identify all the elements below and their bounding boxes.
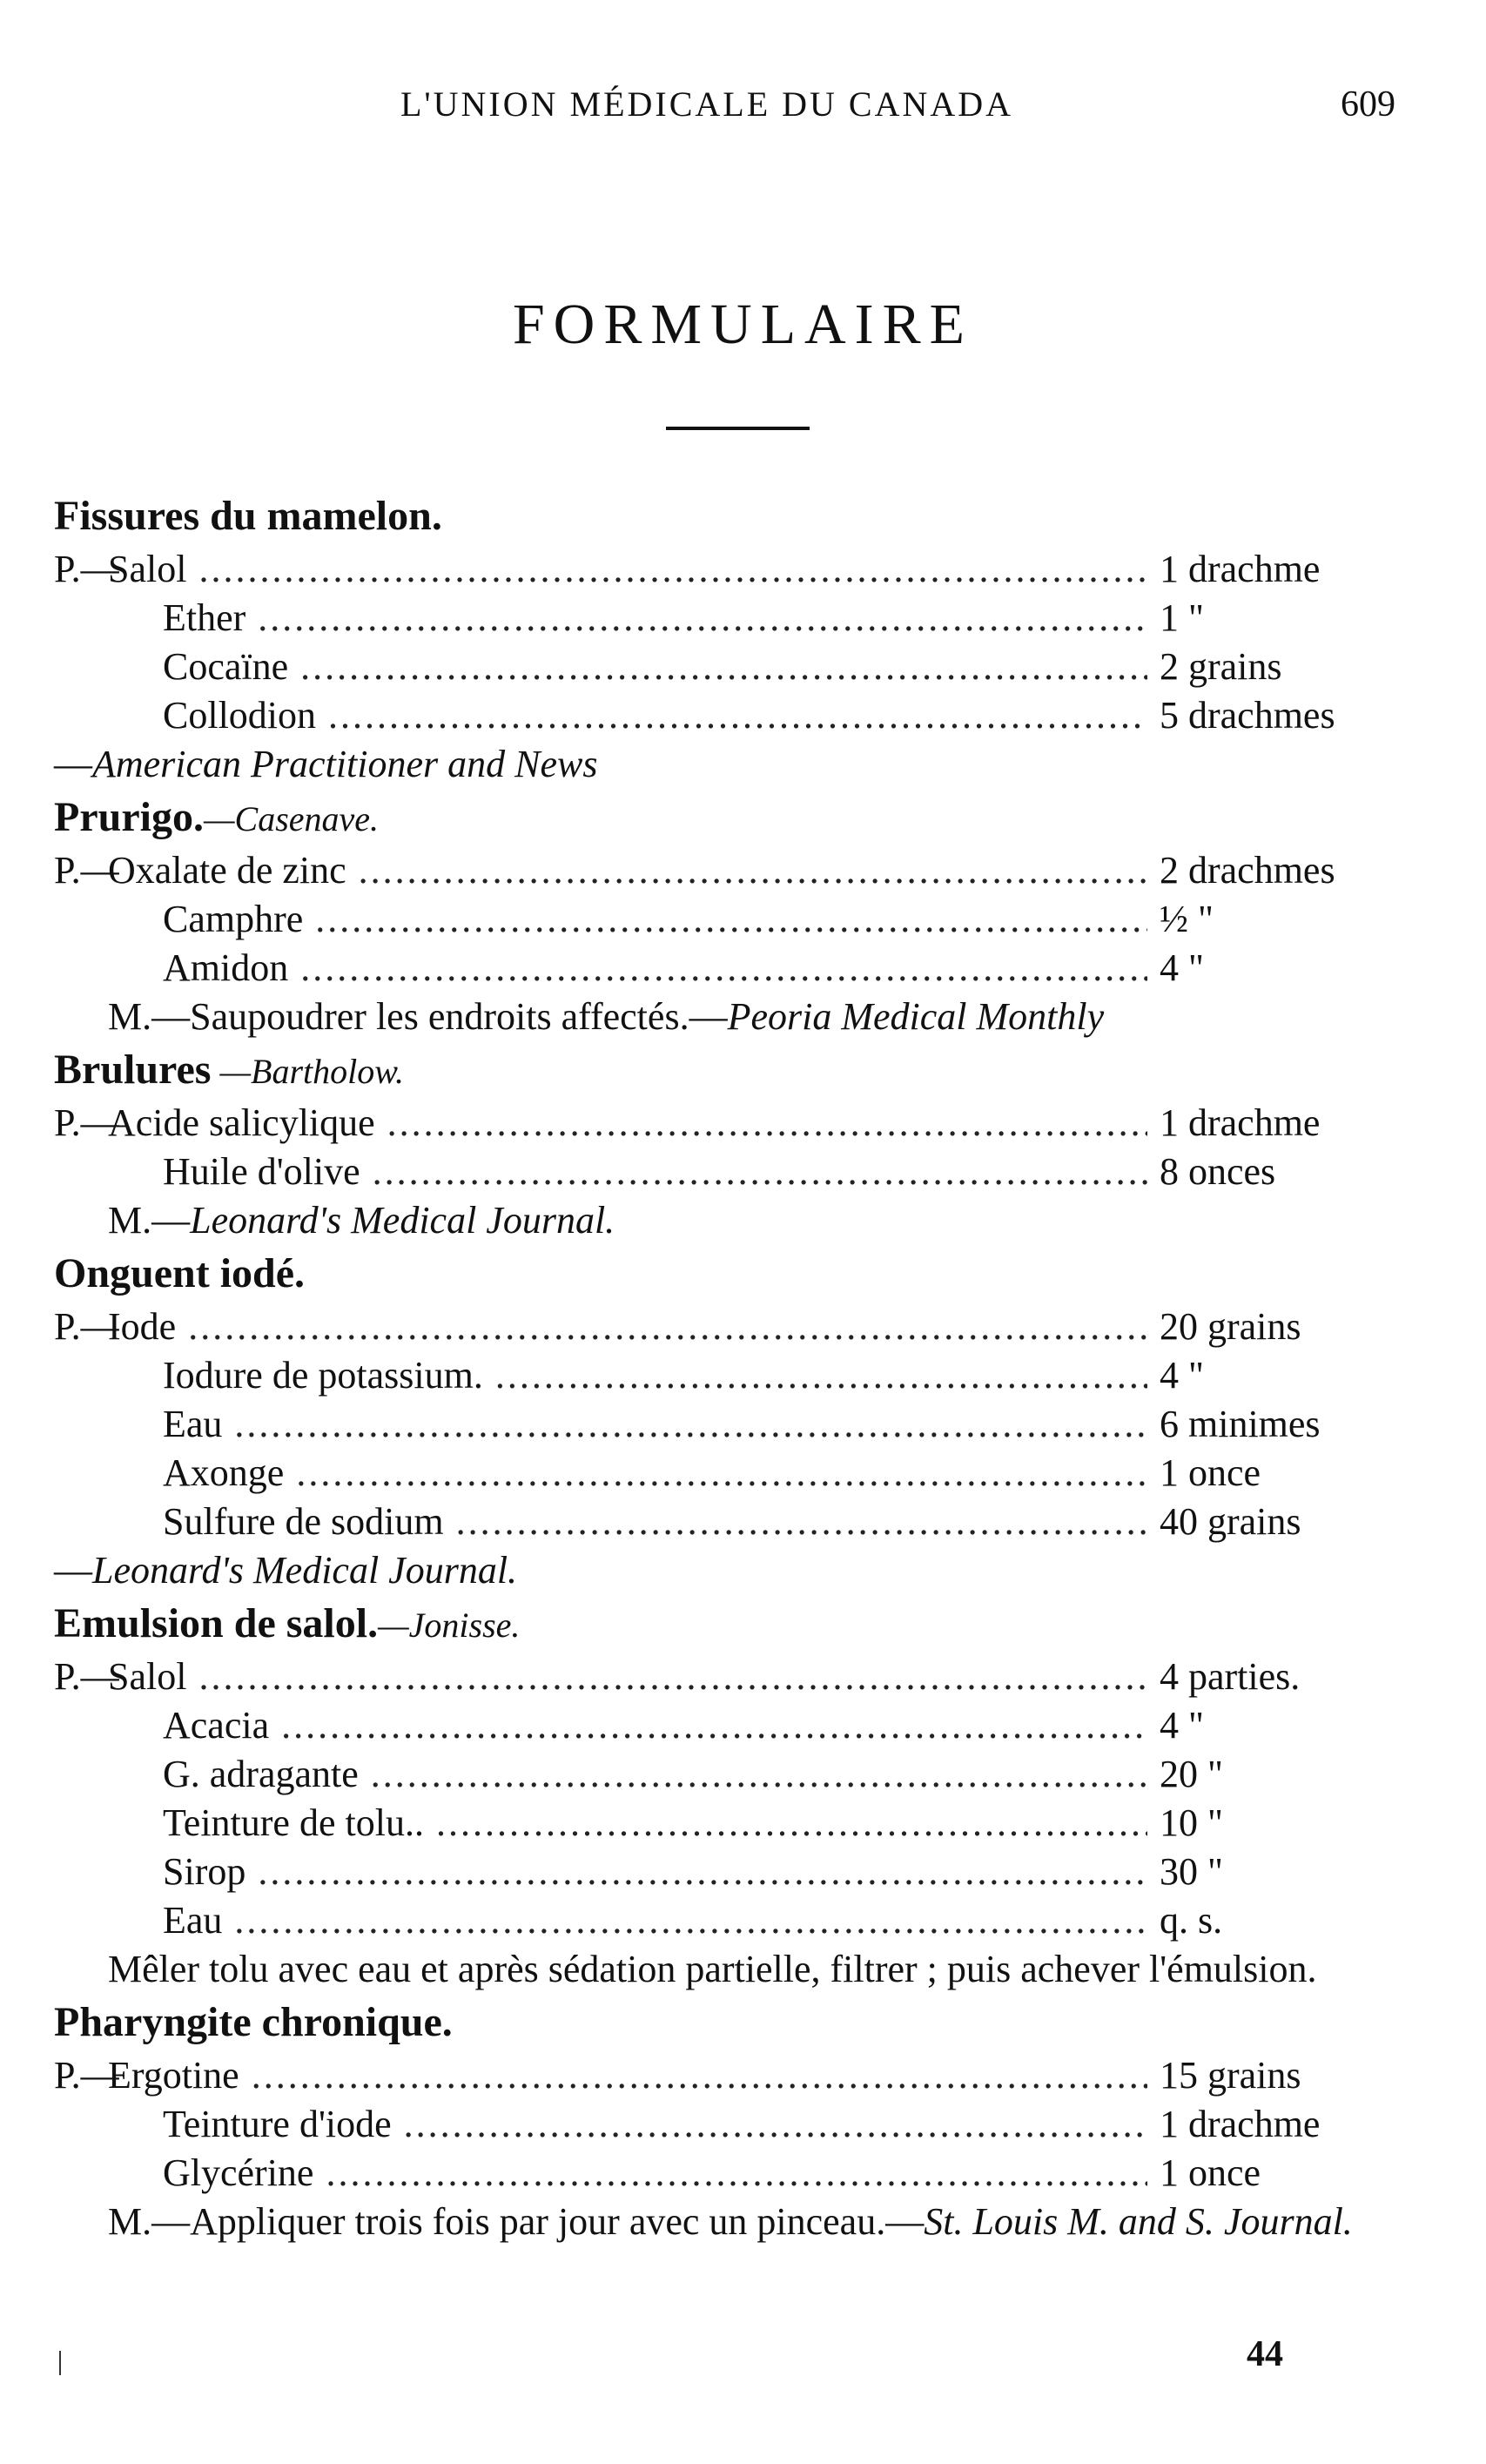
note-citation: Leonard's Medical Journal. [190,1199,615,1242]
ingredient-name: Glycérine [163,2151,314,2194]
dot-leader [296,1449,1147,1498]
dot-leader [258,1848,1147,1896]
section-heading [54,1994,1395,2051]
section-heading [54,1245,1395,1303]
ingredient-row [54,1799,1395,1848]
ingredient-row [54,1750,1395,1799]
instruction-paragraph: Mêler tolu avec eau et après sédation partielle, filtrer ; puis achever l'émulsion. [108,1948,1317,1990]
ingredient-row [54,1099,1395,1148]
formulary-body [54,488,1395,2246]
running-head [0,84,1486,127]
heading-source: —Bartholow. [211,1052,404,1091]
ingredient-name: Sulfure de sodium [163,1500,444,1543]
note-lead: M.—Saupoudrer les endroits affectés.— [108,995,728,1038]
dot-leader [456,1498,1147,1546]
signature-mark: 44 [1247,2334,1283,2374]
heading-text: Fissures du mamelon. [54,493,442,539]
ingredient-name: Teinture de tolu.. [163,1801,424,1844]
ingredient-name: Camphre [163,898,304,940]
ingredient-quantity: 20 grains [1160,1305,1301,1348]
heading-source: —Jonisse. [378,1606,521,1645]
ingredient-row [54,944,1395,993]
ingredient-row [54,2149,1395,2198]
ingredient-row [54,643,1395,691]
dot-leader [373,1148,1147,1196]
ingredient-quantity: q. s. [1160,1899,1223,1942]
ingredient-name: Iodure de potassium. [163,1354,483,1397]
ingredient-row [54,594,1395,643]
note-lead: M.— [108,1199,191,1242]
note-lead: M.—Appliquer trois fois par jour avec un pinceau.— [108,2200,925,2243]
ingredient-name: Acide salicylique [108,1101,375,1144]
ingredient-quantity: 5 drachmes [1160,694,1335,737]
section-heading [54,1595,1395,1653]
note-citation: Peoria Medical Monthly [727,995,1105,1038]
dot-leader [495,1351,1147,1400]
ingredient-quantity: 2 drachmes [1160,849,1335,892]
ingredient-quantity: 1 drachme [1160,1101,1321,1144]
ingredient-row [54,2100,1395,2149]
heading-source: —Casenave. [203,799,380,838]
dot-leader [281,1701,1147,1750]
page-title: FORMULAIRE [512,293,974,356]
ingredient-name: Eau [163,1403,223,1445]
source-note [54,740,1395,789]
ingredient-name: Ether [163,596,246,639]
ingredient-row [54,1148,1395,1196]
dot-leader [234,1400,1147,1449]
ingredient-name: Oxalate de zinc [108,849,346,892]
source-note [54,2198,1395,2246]
ingredient-row [54,1400,1395,1449]
dot-leader [234,1896,1147,1945]
dot-leader [188,1303,1147,1351]
dot-leader [315,895,1147,944]
ingredient-quantity: 20 " [1160,1753,1223,1795]
note-citation: American Practitioner and News [92,743,598,785]
ingredient-name: Ergotine [108,2054,239,2097]
journal-title: L'UNION MÉDICALE DU CANADA [400,84,1014,124]
dot-leader [300,643,1147,691]
ingredient-row [54,2051,1395,2100]
prescription-mark: P.— [54,548,119,590]
ingredient-row [54,1653,1395,1701]
prescription-mark: P.— [54,2054,119,2097]
title-rule [666,427,810,430]
dot-leader [326,2149,1147,2198]
ingredient-quantity: 6 minimes [1160,1403,1321,1445]
section-heading [54,1041,1395,1099]
ingredient-quantity: 8 onces [1160,1150,1276,1193]
section-heading [54,789,1395,846]
ingredient-name: Iode [108,1305,177,1348]
ingredient-name: Axonge [163,1451,285,1494]
dot-leader [328,691,1147,740]
ingredient-name: Eau [163,1899,223,1942]
dot-leader [258,594,1147,643]
dot-leader [359,846,1147,895]
ingredient-row [54,1848,1395,1896]
note-lead: — [54,1549,92,1592]
prescription-mark: P.— [54,1655,119,1698]
ingredient-row [54,1896,1395,1945]
dot-leader [387,1099,1147,1148]
ingredient-name: G. adragante [163,1753,359,1795]
heading-text: Prurigo. [54,794,204,840]
ingredient-quantity: 4 " [1160,1704,1204,1747]
prescription-mark: P.— [54,849,119,892]
dot-leader [198,545,1147,594]
ingredient-name: Cocaïne [163,645,289,688]
ingredient-row [54,1701,1395,1750]
ingredient-row [54,1449,1395,1498]
ingredient-name: Sirop [163,1850,246,1893]
source-note [54,993,1395,1041]
source-note [54,1196,1395,1245]
ingredient-quantity: 1 once [1160,1451,1261,1494]
dot-leader [436,1799,1147,1848]
ingredient-quantity: 1 once [1160,2151,1261,2194]
section-heading [54,488,1395,545]
ingredient-name: Salol [108,548,187,590]
ingredient-name: Salol [108,1655,187,1698]
ingredient-row [54,846,1395,895]
ingredient-quantity: 10 " [1160,1801,1223,1844]
ingredient-quantity: 2 grains [1160,645,1282,688]
ingredient-quantity: 40 grains [1160,1500,1301,1543]
page-number: 609 [1341,84,1395,125]
ingredient-quantity: 30 " [1160,1850,1223,1893]
ingredient-name: Collodion [163,694,317,737]
note-citation: St. Louis M. and S. Journal. [924,2200,1353,2243]
ingredient-quantity: ½ " [1160,898,1214,940]
heading-text: Emulsion de salol. [54,1600,379,1646]
dot-leader [404,2100,1147,2149]
ingredient-name: Teinture d'iode [163,2103,392,2145]
ingredient-quantity: 4 " [1160,1354,1204,1397]
prescription-mark: P.— [54,1305,119,1348]
prescription-mark: P.— [54,1101,119,1144]
dot-leader [252,2051,1147,2100]
ingredient-row [54,691,1395,740]
ingredient-name: Acacia [163,1704,270,1747]
margin-mark [59,2351,61,2375]
dot-leader [198,1653,1147,1701]
ingredient-quantity: 1 drachme [1160,548,1321,590]
ingredient-row [54,1303,1395,1351]
ingredient-quantity: 1 drachme [1160,2103,1321,2145]
ingredient-name: Amidon [163,946,289,989]
heading-text: Onguent iodé. [54,1250,306,1296]
ingredient-quantity: 1 " [1160,596,1204,639]
note-citation: Leonard's Medical Journal. [92,1549,518,1592]
ingredient-name: Huile d'olive [163,1150,360,1193]
ingredient-row [54,895,1395,944]
ingredient-quantity: 15 grains [1160,2054,1301,2097]
ingredient-row [54,545,1395,594]
note-lead: — [54,743,92,785]
dot-leader [300,944,1147,993]
heading-text: Pharyngite chronique. [54,1999,453,2045]
dot-leader [371,1750,1147,1799]
ingredient-quantity: 4 parties. [1160,1655,1301,1698]
ingredient-row [54,1351,1395,1400]
heading-text: Brulures [54,1047,212,1093]
source-note [54,1546,1395,1595]
ingredient-quantity: 4 " [1160,946,1204,989]
ingredient-row [54,1498,1395,1546]
